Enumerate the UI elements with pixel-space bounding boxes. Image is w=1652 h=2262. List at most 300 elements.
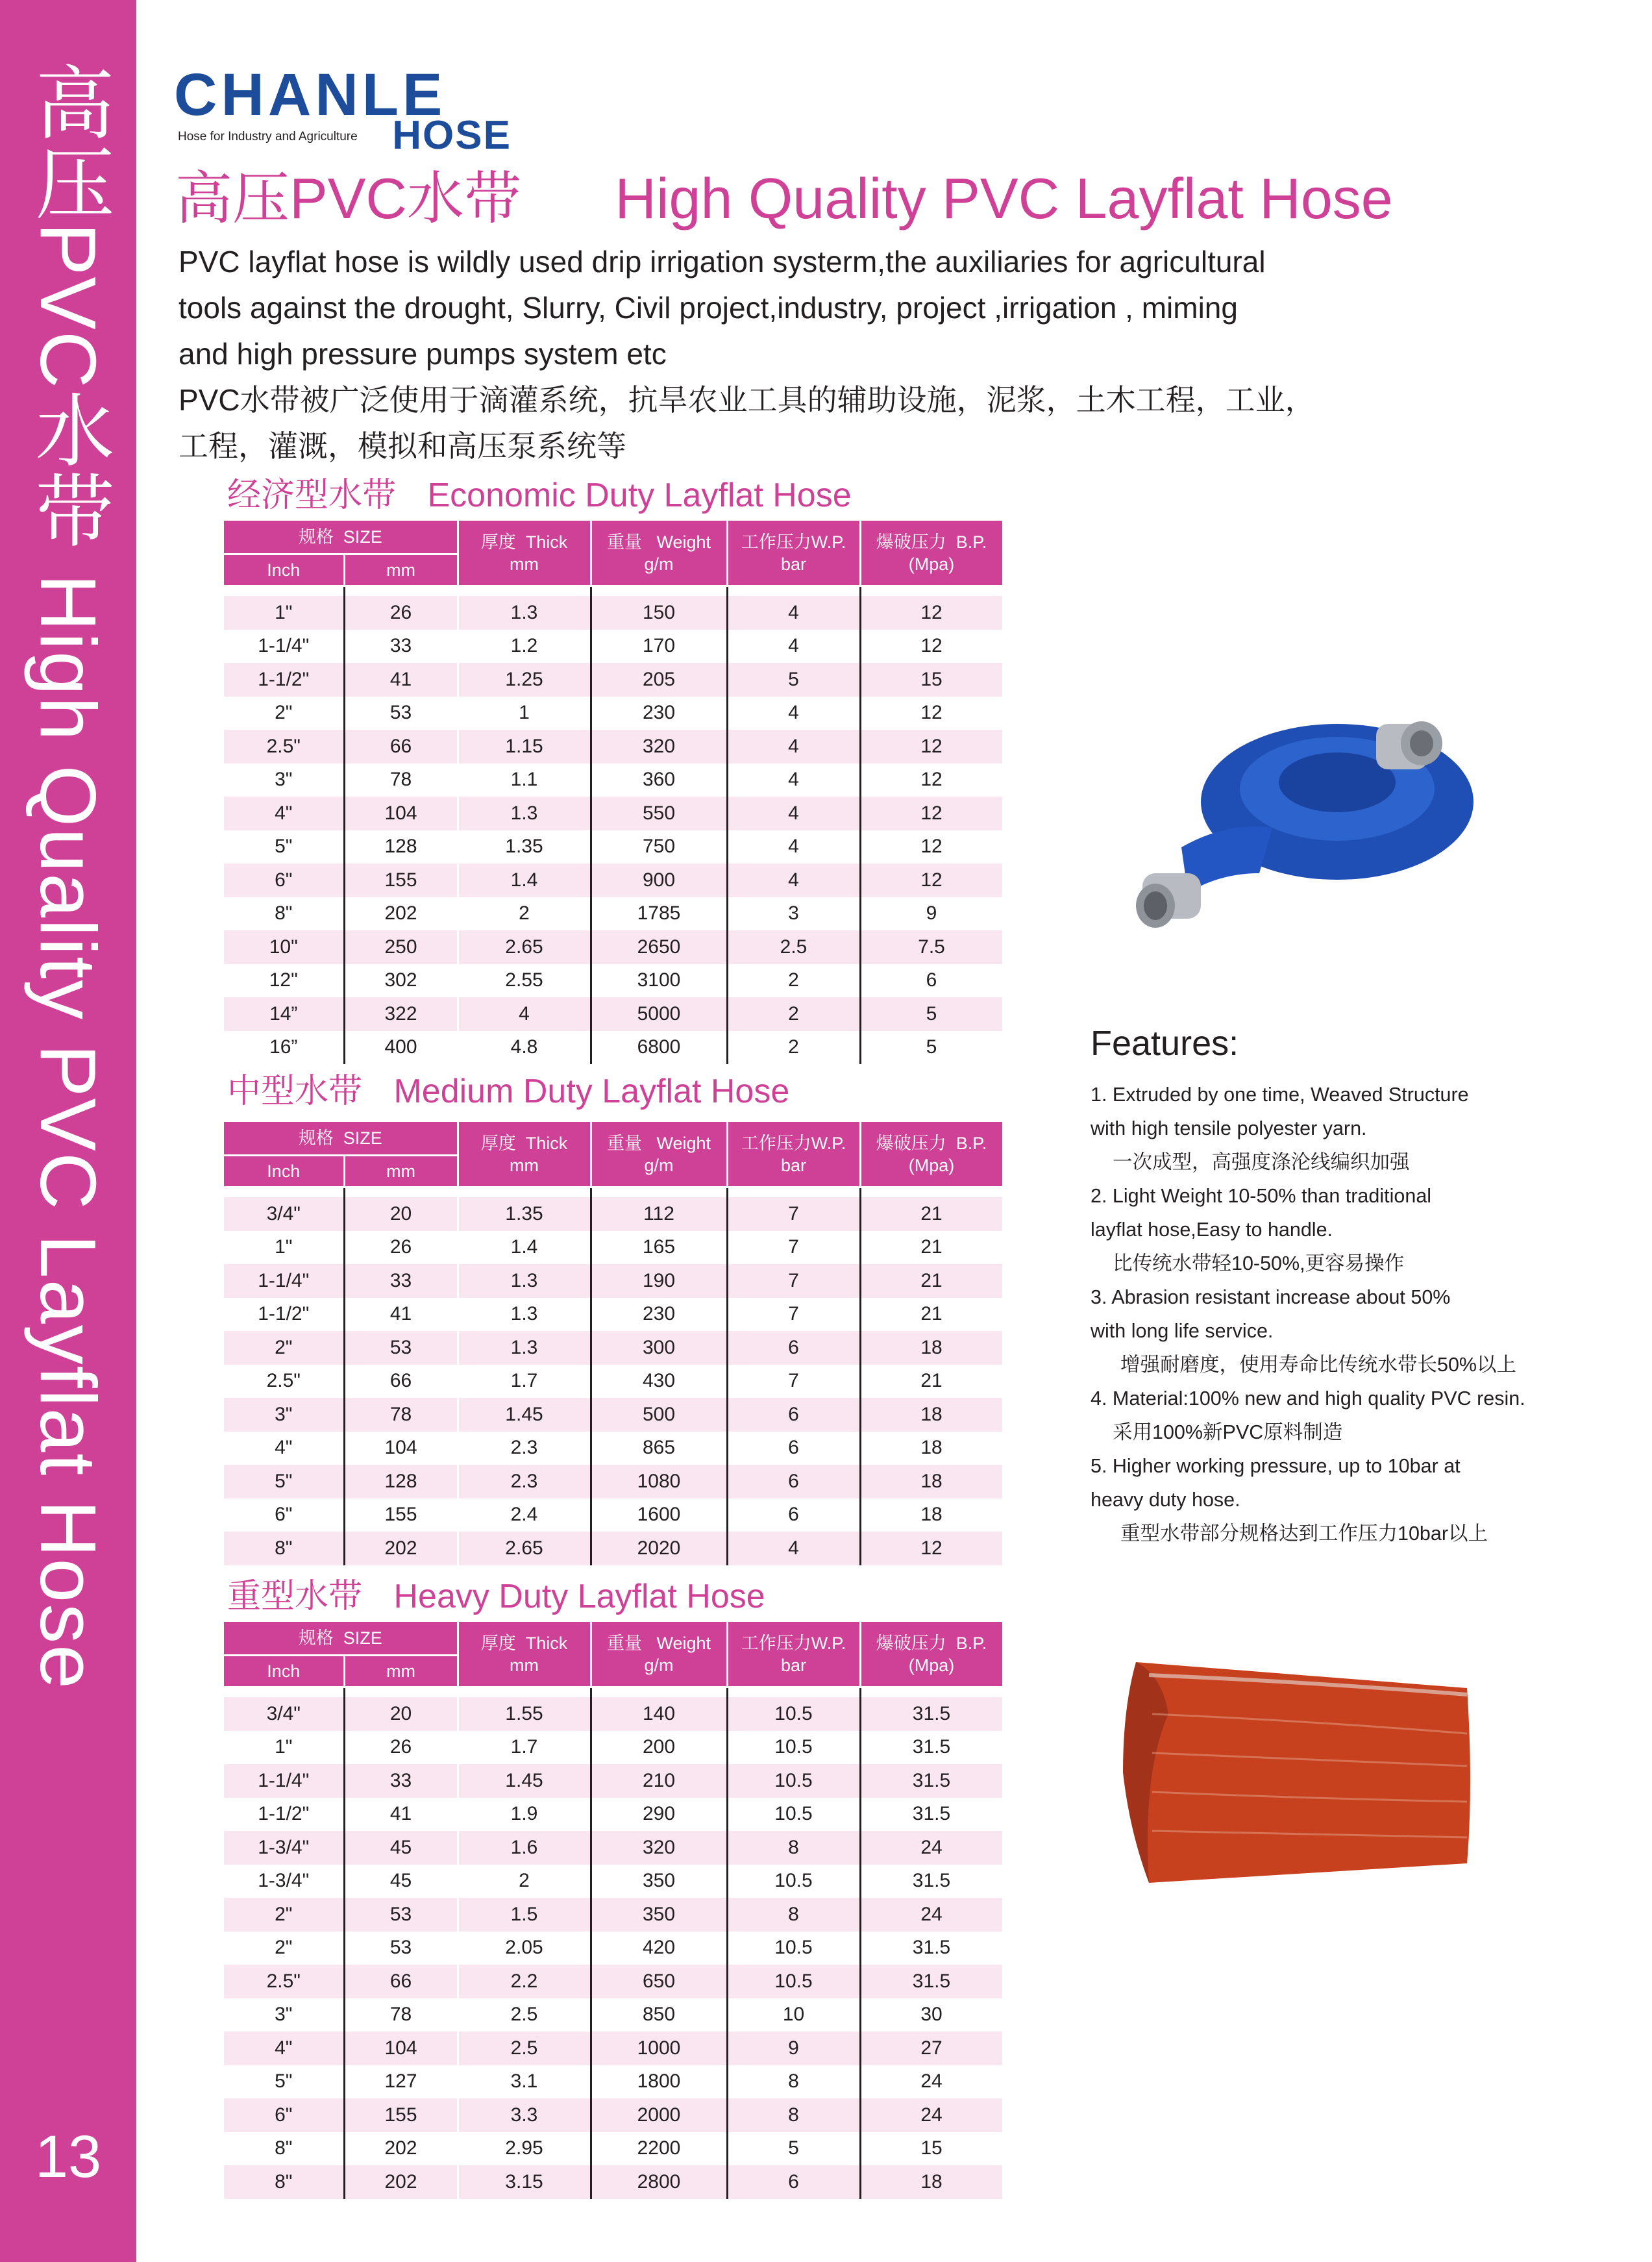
table-cell: 31.5 [860, 1764, 1003, 1798]
table-cell: 350 [591, 1865, 727, 1898]
table-row [224, 2165, 1003, 2199]
table-cell: 66 [344, 1965, 458, 1998]
table-cell: 1.3 [458, 1264, 591, 1298]
table-cell: 2.5 [458, 2032, 591, 2065]
brand-tagline: Hose for Industry and Agriculture [178, 130, 358, 143]
table-cell: 12 [860, 764, 1003, 797]
table-cell: 1600 [591, 1498, 727, 1532]
table-cell: 3" [224, 764, 344, 797]
header-mm: mm [344, 554, 458, 586]
table-row [224, 2132, 1003, 2166]
table-cell: 31.5 [860, 1932, 1003, 1965]
table-cell: 10.5 [727, 1731, 860, 1765]
table-cell: 2.4 [458, 1498, 591, 1532]
table-cell: 1-1/4" [224, 1264, 344, 1298]
table-cell: 6 [727, 2165, 860, 2199]
red-hose-body [1131, 1662, 1470, 1883]
table-cell: 4 [727, 596, 860, 630]
table-cell: 78 [344, 764, 458, 797]
table-cell: 10.5 [727, 1932, 860, 1965]
table-cell: 18 [860, 1465, 1003, 1498]
table-row [224, 1831, 1003, 1865]
table-cell: 3" [224, 1398, 344, 1432]
table-cell: 320 [591, 1831, 727, 1865]
table-row [224, 897, 1003, 931]
table-cell: 2.55 [458, 964, 591, 998]
table-cell: 8" [224, 2132, 344, 2166]
table-cell: 127 [344, 2065, 458, 2099]
table-row [224, 1932, 1003, 1965]
table-row [224, 1865, 1003, 1898]
section-heading-en: Economic Duty Layflat Hose [427, 477, 852, 514]
table-cell: 155 [344, 864, 458, 897]
table-row [224, 1764, 1003, 1798]
table-row [224, 1898, 1003, 1932]
table-cell: 31.5 [860, 1731, 1003, 1765]
table-cell: 128 [344, 1465, 458, 1498]
table-cell: 2000 [591, 2098, 727, 2132]
intro-line: and high pressure pumps system etc [179, 337, 667, 371]
table-cell: 1.1 [458, 764, 591, 797]
table-row [224, 1298, 1003, 1332]
intro-line: 工程，灌溉，模拟和高压泵系统等 [179, 429, 626, 463]
table-cell: 350 [591, 1898, 727, 1932]
table-cell: 21 [860, 1231, 1003, 1265]
table-cell: 3100 [591, 964, 727, 998]
table-row [224, 1798, 1003, 1832]
table-cell: 10.5 [727, 1965, 860, 1998]
table-cell: 4 [727, 797, 860, 830]
table-cell: 41 [344, 663, 458, 697]
table-cell: 8" [224, 2165, 344, 2199]
spec-table-economic [224, 521, 1004, 1064]
table-cell: 26 [344, 1731, 458, 1765]
header-size: 规格 SIZE [224, 1622, 458, 1656]
table-cell: 1.4 [458, 1231, 591, 1265]
table-cell: 360 [591, 764, 727, 797]
table-cell: 1.3 [458, 596, 591, 630]
table-cell: 8 [727, 2065, 860, 2099]
table-row [224, 930, 1003, 964]
header-size: 规格 SIZE [224, 1122, 458, 1156]
table-cell: 4" [224, 1432, 344, 1465]
table-row [224, 1697, 1003, 1731]
table-cell: 3/4" [224, 1697, 344, 1731]
table-row [224, 1231, 1003, 1265]
table-cell: 1800 [591, 2065, 727, 2099]
table-cell: 12 [860, 1532, 1003, 1565]
header-inch: Inch [224, 1656, 344, 1687]
table-cell: 10" [224, 930, 344, 964]
header-mm: mm [344, 1156, 458, 1187]
table-row [224, 1432, 1003, 1465]
feature-line: 4. Material:100% new and high quality PVC resin. [1091, 1387, 1525, 1410]
table-cell: 650 [591, 1965, 727, 1998]
table-cell: 7 [727, 1197, 860, 1231]
table-cell: 2" [224, 1932, 344, 1965]
table-cell: 1-1/2" [224, 663, 344, 697]
table-row [224, 1731, 1003, 1765]
table-cell: 4 [458, 997, 591, 1031]
page-title [175, 166, 1393, 230]
section-heading-cn: 重型水带 [227, 1578, 363, 1615]
table-cell: 2020 [591, 1532, 727, 1565]
table-cell: 53 [344, 1932, 458, 1965]
table-row [224, 964, 1003, 998]
table-cell: 66 [344, 730, 458, 764]
table-cell: 2.5 [458, 1998, 591, 2032]
table-cell: 4 [727, 764, 860, 797]
table-cell: 1-3/4" [224, 1865, 344, 1898]
table-cell: 21 [860, 1264, 1003, 1298]
table-cell: 18 [860, 2165, 1003, 2199]
table-cell: 1-1/2" [224, 1798, 344, 1832]
table-cell: 500 [591, 1398, 727, 1432]
table-cell: 302 [344, 964, 458, 998]
table-cell: 4 [727, 830, 860, 864]
table-row [224, 1532, 1003, 1565]
table-cell: 202 [344, 2165, 458, 2199]
table-cell: 10.5 [727, 1798, 860, 1832]
table-cell: 2 [727, 997, 860, 1031]
table-cell: 24 [860, 1898, 1003, 1932]
header-inch: Inch [224, 554, 344, 586]
red-hose-photo [1091, 1636, 1493, 1909]
table-cell: 6 [727, 1398, 860, 1432]
table-cell: 322 [344, 997, 458, 1031]
table-cell: 1.45 [458, 1398, 591, 1432]
side-banner [0, 0, 136, 2262]
table-cell: 1080 [591, 1465, 727, 1498]
brand-sub: HOSE [392, 113, 512, 158]
table-cell: 3.15 [458, 2165, 591, 2199]
table-cell: 3" [224, 1998, 344, 2032]
table-cell: 850 [591, 1998, 727, 2032]
table-row [224, 1197, 1003, 1231]
table-cell: 12 [860, 596, 1003, 630]
table-cell: 155 [344, 2098, 458, 2132]
table-cell: 1.7 [458, 1731, 591, 1765]
table-cell: 18 [860, 1398, 1003, 1432]
table-cell: 31.5 [860, 1697, 1003, 1731]
table-cell: 7.5 [860, 930, 1003, 964]
table-row [224, 1965, 1003, 1998]
table-cell: 4 [727, 730, 860, 764]
table-cell: 2 [727, 964, 860, 998]
feature-line-cn: 重型水带部分规格达到工作压力10bar以上 [1120, 1522, 1488, 1545]
table-cell: 12 [860, 830, 1003, 864]
section-heading-en: Heavy Duty Layflat Hose [393, 1578, 765, 1615]
table-cell: 2.3 [458, 1465, 591, 1498]
table-cell: 750 [591, 830, 727, 864]
table-row [224, 2032, 1003, 2065]
table-cell: 6 [727, 1432, 860, 1465]
header-weight: 重量 Weight g/m [591, 521, 727, 586]
features-box [1091, 1026, 1597, 1550]
table-row [224, 864, 1003, 897]
table-cell: 1" [224, 1731, 344, 1765]
table-cell: 21 [860, 1197, 1003, 1231]
table-cell: 9 [727, 2032, 860, 2065]
table-cell: 30 [860, 1998, 1003, 2032]
table-cell: 2 [458, 1865, 591, 1898]
table-cell: 53 [344, 1331, 458, 1365]
section-heading-cn: 中型水带 [227, 1073, 363, 1110]
header-inch: Inch [224, 1156, 344, 1187]
table-cell: 10.5 [727, 1865, 860, 1898]
table-cell: 4 [727, 630, 860, 664]
spec-table-body [224, 1187, 1003, 1565]
table-row [224, 730, 1003, 764]
table-cell: 5 [727, 2132, 860, 2166]
table-row [224, 2098, 1003, 2132]
table-cell: 2" [224, 697, 344, 730]
table-cell: 1.55 [458, 1697, 591, 1731]
table-cell: 6" [224, 1498, 344, 1532]
intro-line: PVC layflat hose is wildly used drip irrigation systerm,the auxiliaries for agricultural [179, 245, 1266, 279]
table-cell: 1.6 [458, 1831, 591, 1865]
table-cell: 2 [458, 897, 591, 931]
table-cell: 7 [727, 1298, 860, 1332]
table-cell: 24 [860, 2098, 1003, 2132]
brand-logo [174, 62, 524, 158]
table-cell: 6 [727, 1331, 860, 1365]
table-cell: 900 [591, 864, 727, 897]
page-number: 13 [34, 2124, 102, 2190]
table-cell: 1-1/2" [224, 1298, 344, 1332]
table-cell: 41 [344, 1298, 458, 1332]
table-cell: 5" [224, 2065, 344, 2099]
header-burst-pressure: 爆破压力 B.P. (Mpa) [860, 1622, 1003, 1687]
table-cell: 31.5 [860, 1965, 1003, 1998]
table-row [224, 1365, 1003, 1398]
table-cell: 1" [224, 1231, 344, 1265]
table-cell: 205 [591, 663, 727, 697]
table-cell: 53 [344, 697, 458, 730]
table-cell: 1.35 [458, 1197, 591, 1231]
spec-table-medium [224, 1122, 1004, 1565]
table-cell: 2.05 [458, 1932, 591, 1965]
table-cell: 112 [591, 1197, 727, 1231]
table-spacer [224, 586, 1003, 597]
table-cell: 1000 [591, 2032, 727, 2065]
table-row [224, 764, 1003, 797]
table-cell: 3.1 [458, 2065, 591, 2099]
table-cell: 128 [344, 830, 458, 864]
table-cell: 202 [344, 2132, 458, 2166]
table-cell: 3.3 [458, 2098, 591, 2132]
table-cell: 230 [591, 697, 727, 730]
table-row [224, 797, 1003, 830]
section-heading-cn: 经济型水带 [227, 477, 397, 514]
table-cell: 4 [727, 1532, 860, 1565]
vertical-title: 高压PVC水带 High Quality PVC Layflat Hose [24, 62, 112, 1691]
table-cell: 1.35 [458, 830, 591, 864]
brand-name: CHANLE [174, 62, 447, 128]
table-row [224, 697, 1003, 730]
header-weight: 重量 Weight g/m [591, 1122, 727, 1187]
table-cell: 1785 [591, 897, 727, 931]
table-row [224, 1331, 1003, 1365]
table-cell: 12" [224, 964, 344, 998]
header-size: 规格 SIZE [224, 521, 458, 554]
table-cell: 16” [224, 1031, 344, 1065]
table-cell: 20 [344, 1197, 458, 1231]
table-cell: 4.8 [458, 1031, 591, 1065]
table-cell: 4" [224, 2032, 344, 2065]
table-cell: 78 [344, 1398, 458, 1432]
table-row [224, 997, 1003, 1031]
table-cell: 400 [344, 1031, 458, 1065]
table-cell: 26 [344, 1231, 458, 1265]
feature-line: 3. Abrasion resistant increase about 50% [1091, 1286, 1451, 1308]
table-cell: 6 [727, 1465, 860, 1498]
table-cell: 202 [344, 1532, 458, 1565]
table-cell: 7 [727, 1264, 860, 1298]
table-row [224, 1398, 1003, 1432]
table-row [224, 663, 1003, 697]
table-cell: 1.25 [458, 663, 591, 697]
table-cell: 2.65 [458, 1532, 591, 1565]
header-burst-pressure: 爆破压力 B.P. (Mpa) [860, 1122, 1003, 1187]
feature-line: 1. Extruded by one time, Weaved Structure [1091, 1084, 1469, 1106]
table-cell: 2.5 [727, 930, 860, 964]
table-cell: 140 [591, 1697, 727, 1731]
table-cell: 1.5 [458, 1898, 591, 1932]
table-cell: 5 [860, 1031, 1003, 1065]
table-cell: 8" [224, 1532, 344, 1565]
spec-table-body [224, 1687, 1003, 2199]
table-cell: 6" [224, 2098, 344, 2132]
table-spacer [224, 1187, 1003, 1198]
table-cell: 33 [344, 630, 458, 664]
table-cell: 2800 [591, 2165, 727, 2199]
header-working-pressure: 工作压力W.P. bar [727, 521, 860, 586]
header-thick: 厚度 Thick mm [458, 1622, 591, 1687]
feature-line: 5. Higher working pressure, up to 10bar at [1091, 1455, 1461, 1477]
table-cell: 21 [860, 1365, 1003, 1398]
feature-line-cn: 一次成型，高强度涤沦线编织加强 [1113, 1151, 1410, 1173]
table-cell: 20 [344, 1697, 458, 1731]
table-cell: 190 [591, 1264, 727, 1298]
table-cell: 155 [344, 1498, 458, 1532]
table-cell: 2.5" [224, 1365, 344, 1398]
table-cell: 320 [591, 730, 727, 764]
intro-line: tools against the drought, Slurry, Civil project,industry, project ,irrigation , miming [179, 291, 1238, 325]
table-cell: 150 [591, 596, 727, 630]
table-cell: 8" [224, 897, 344, 931]
table-cell: 2.65 [458, 930, 591, 964]
section-heading-economic [227, 478, 852, 512]
table-cell: 1.3 [458, 1331, 591, 1365]
spec-table-heavy [224, 1622, 1004, 2199]
table-cell: 6800 [591, 1031, 727, 1065]
table-row [224, 830, 1003, 864]
table-cell: 1 [458, 697, 591, 730]
table-row [224, 1998, 1003, 2032]
table-spacer [224, 1687, 1003, 1698]
header-working-pressure: 工作压力W.P. bar [727, 1122, 860, 1187]
intro-line: PVC水带被广泛使用于滴灌系统，抗旱农业工具的辅助设施，泥浆，土木工程，工业， [179, 383, 1315, 417]
table-cell: 7 [727, 1231, 860, 1265]
feature-line: layflat hose,Easy to handle. [1091, 1219, 1333, 1241]
table-cell: 250 [344, 930, 458, 964]
table-cell: 230 [591, 1298, 727, 1332]
table-cell: 165 [591, 1231, 727, 1265]
table-cell: 1.15 [458, 730, 591, 764]
table-cell: 8 [727, 1898, 860, 1932]
table-cell: 45 [344, 1865, 458, 1898]
table-cell: 2650 [591, 930, 727, 964]
table-cell: 1-1/4" [224, 630, 344, 664]
table-cell: 18 [860, 1498, 1003, 1532]
feature-line: 2. Light Weight 10-50% than traditional [1091, 1185, 1432, 1207]
blue-hose-photo [1103, 678, 1506, 951]
table-cell: 12 [860, 697, 1003, 730]
table-cell: 41 [344, 1798, 458, 1832]
table-cell: 4 [727, 864, 860, 897]
table-cell: 1.45 [458, 1764, 591, 1798]
table-cell: 2.95 [458, 2132, 591, 2166]
header-burst-pressure: 爆破压力 B.P. (Mpa) [860, 521, 1003, 586]
table-cell: 104 [344, 1432, 458, 1465]
table-cell: 5" [224, 1465, 344, 1498]
table-cell: 2.2 [458, 1965, 591, 1998]
table-cell: 7 [727, 1365, 860, 1398]
table-cell: 430 [591, 1365, 727, 1398]
intro-text [179, 239, 1412, 469]
table-cell: 31.5 [860, 1798, 1003, 1832]
section-heading-medium [227, 1075, 789, 1108]
table-row [224, 2065, 1003, 2099]
table-cell: 27 [860, 2032, 1003, 2065]
table-cell: 1.7 [458, 1365, 591, 1398]
section-heading-en: Medium Duty Layflat Hose [393, 1073, 790, 1110]
header-weight: 重量 Weight g/m [591, 1622, 727, 1687]
table-cell: 31.5 [860, 1865, 1003, 1898]
table-cell: 1.3 [458, 1298, 591, 1332]
table-cell: 300 [591, 1331, 727, 1365]
table-cell: 5 [727, 663, 860, 697]
table-cell: 2" [224, 1331, 344, 1365]
table-cell: 45 [344, 1831, 458, 1865]
table-cell: 8 [727, 2098, 860, 2132]
table-cell: 66 [344, 1365, 458, 1398]
table-cell: 865 [591, 1432, 727, 1465]
table-cell: 1.9 [458, 1798, 591, 1832]
table-cell: 10.5 [727, 1764, 860, 1798]
table-cell: 202 [344, 897, 458, 931]
feature-line-cn: 增强耐磨度，使用寿命比传统水带长50%以上 [1120, 1354, 1517, 1376]
table-cell: 1" [224, 596, 344, 630]
feature-line: with long life service. [1091, 1320, 1274, 1342]
section-heading-heavy [227, 1580, 765, 1613]
table-cell: 3 [727, 897, 860, 931]
feature-line: with high tensile polyester yarn. [1091, 1117, 1367, 1139]
table-cell: 18 [860, 1432, 1003, 1465]
table-cell: 2.5" [224, 1965, 344, 1998]
table-row [224, 596, 1003, 630]
table-cell: 2200 [591, 2132, 727, 2166]
table-cell: 5" [224, 830, 344, 864]
table-cell: 12 [860, 730, 1003, 764]
table-cell: 420 [591, 1932, 727, 1965]
table-cell: 26 [344, 596, 458, 630]
table-cell: 21 [860, 1298, 1003, 1332]
table-cell: 104 [344, 2032, 458, 2065]
table-cell: 12 [860, 797, 1003, 830]
table-cell: 2 [727, 1031, 860, 1065]
